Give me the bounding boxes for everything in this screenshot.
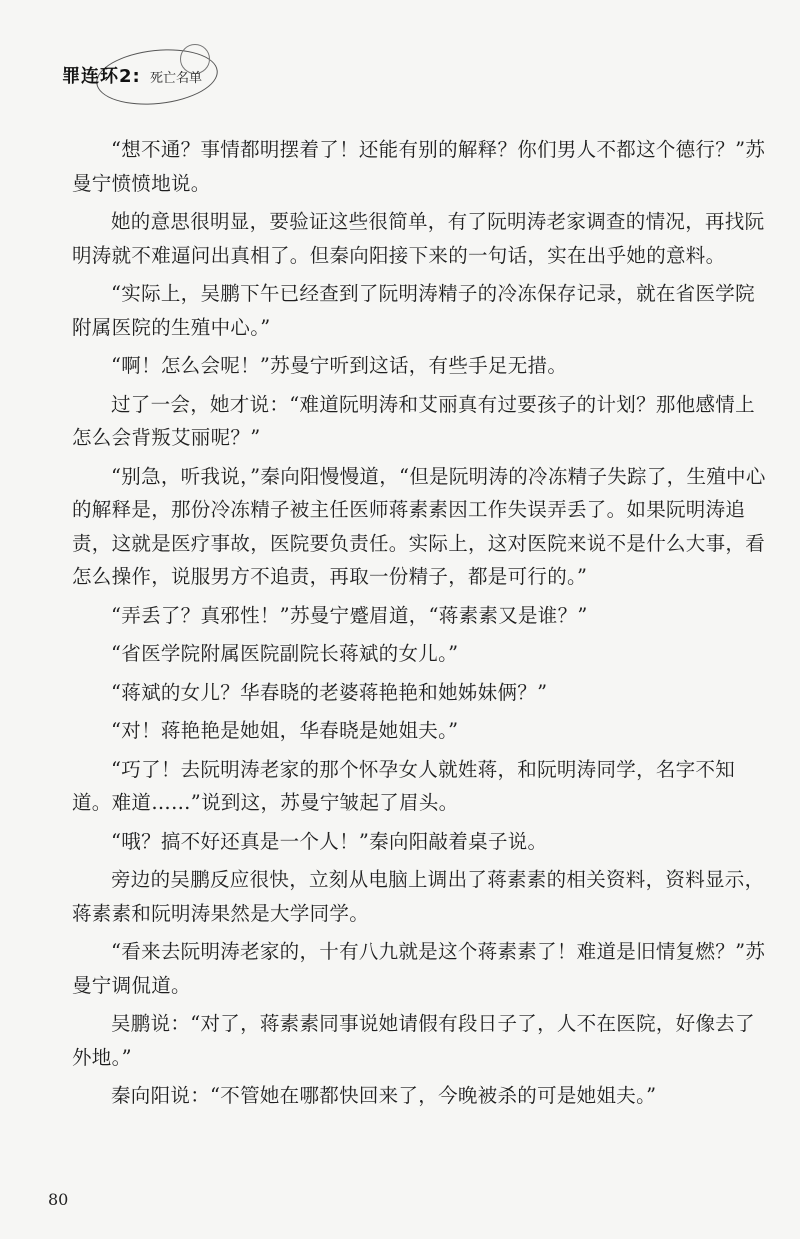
paragraph: “想不通？事情都明摆着了！还能有别的解释？你们男人不都这个德行？”苏曼宁愤愤地说。: [72, 138, 766, 195]
book-title: 罪连环2:: [62, 66, 141, 87]
paragraph: “蒋斌的女儿？华春晓的老婆蒋艳艳和她姊妹俩？”: [111, 680, 548, 704]
body-text: [72, 133, 772, 1118]
paragraph: 秦向阳说：“不管她在哪都快回来了，今晚被杀的可是她姐夫。”: [111, 1084, 657, 1107]
book-subtitle: 死亡名单: [150, 71, 203, 86]
paragraph: 吴鹏说：“对了，蒋素素同事说她请假有段日子了，人不在医院，好像去了外地。”: [72, 1012, 755, 1069]
paragraph: “巧了！去阮明涛老家的那个怀孕女人就姓蒋，和阮明涛同学，名字不知道。难道……”说到这，苏曼宁皱起了眉头。: [72, 757, 736, 814]
paragraph: “别急，听我说，”秦向阳慢慢道，“但是阮明涛的冷冻精子失踪了，生殖中心的解释是，那份冷冻精子被主任医师蒋素素因工作失误弄丢了。如果阮明涛追责，这就是医疗事故，医院要负责任。实际上，这对医院来说不是什么大事，看怎么操作，说服男方不追责，再取一份精子，都是可行的。”: [72, 464, 766, 588]
paragraph: “哦？搞不好还真是一个人！”秦向阳敲着桌子说。: [111, 829, 548, 853]
paragraph: 过了一会，她才说：“难道阮明涛和艾丽真有过要孩子的计划？那他感情上怎么会背叛艾丽呢？”: [72, 392, 755, 449]
paragraph: “省医学院附属医院副院长蒋斌的女儿。”: [111, 642, 459, 665]
paragraph: “弄丢了？真邪性！”苏曼宁蹙眉道，“蒋素素又是谁？”: [111, 603, 588, 627]
paragraph: “看来去阮明涛老家的，十有八九就是这个蒋素素了！难道是旧情复燃？”苏曼宁调侃道。: [72, 940, 766, 997]
paragraph: 旁边的吴鹏反应很快，立刻从电脑上调出了蒋素素的相关资料，资料显示，蒋素素和阮明涛果然是大学同学。: [72, 868, 765, 925]
paragraph: “啊！怎么会呢！”苏曼宁听到这话，有些手足无措。: [111, 354, 568, 377]
paragraph: 她的意思很明显，要验证这些很简单，有了阮明涛老家调查的情况，再找阮明涛就不难逼问出真相了。但秦向阳接下来的一句话，实在出乎她的意料。: [72, 210, 765, 267]
paragraph: “对！蒋艳艳是她姐，华春晓是她姐夫。”: [111, 719, 459, 742]
paragraph: “实际上，吴鹏下午已经查到了阮明涛精子的冷冻保存记录，就在省医学院附属医院的生殖中心。”: [72, 282, 755, 339]
running-header: [62, 44, 362, 104]
page-number: 80: [48, 1190, 69, 1209]
